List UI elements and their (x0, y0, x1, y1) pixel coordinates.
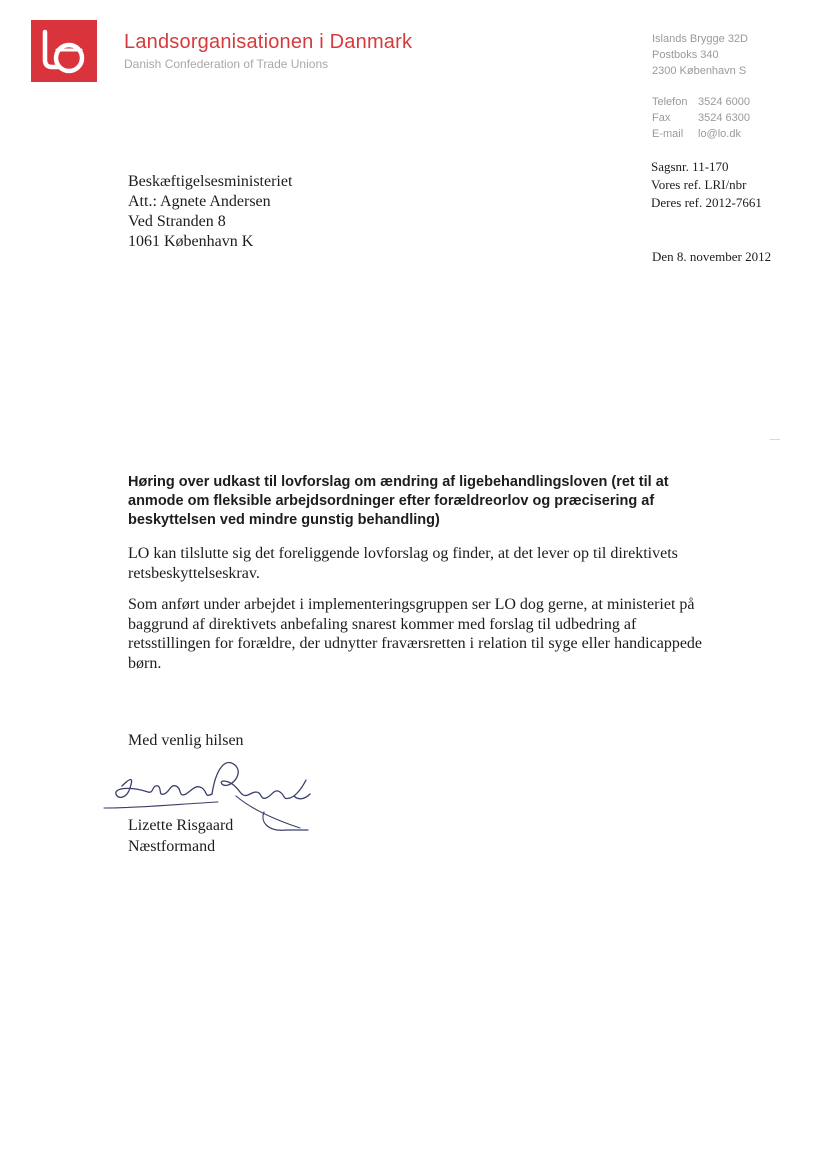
lo-logo (31, 20, 97, 82)
fax-row (652, 110, 750, 126)
email-value: lo@lo.dk (698, 128, 741, 140)
your-reference: Deres ref. 2012-7661 (651, 195, 762, 210)
contact-block (652, 94, 750, 142)
body-paragraph: LO kan tilslutte sig det foreliggende lovforslag og finder, at det lever op til direktivets retsbeskyttelseskrav. (128, 545, 678, 582)
address-line: Islands Brygge 32D (652, 33, 748, 45)
fax-label: Fax (652, 112, 671, 124)
organization-name: Landsorganisationen i Danmark (124, 31, 413, 53)
recipient-address (128, 172, 292, 252)
address-block (652, 31, 748, 79)
lo-logo-mark (31, 20, 97, 82)
signer-name: Lizette Risgaard (128, 817, 234, 834)
letter-date: Den 8. november 2012 (652, 249, 772, 264)
organization-name-english: Danish Confederation of Trade Unions (124, 57, 329, 71)
closing-greeting: Med venlig hilsen (128, 732, 244, 749)
address-line: 2300 København S (652, 65, 747, 77)
phone-label: Telefon (652, 96, 688, 108)
fax-value: 3524 6300 (698, 112, 750, 124)
recipient-line: Beskæftigelsesministeriet (128, 173, 293, 190)
signer-title: Næstformand (128, 838, 216, 855)
email-row (652, 126, 750, 142)
scan-mark (770, 439, 780, 440)
letter-subject: Høring over udkast til lovforslag om ændring af ligebehandlingsloven (ret til at anmode om fleksible arbejdsordninger efter forældreorlov og præcisering af beskyttelsen ved mindre gunstig behandling) (128, 474, 669, 528)
signer-block (128, 815, 233, 857)
recipient-line: 1061 København K (128, 233, 254, 250)
phone-value: 3524 6000 (698, 96, 750, 108)
recipient-line: Ved Stranden 8 (128, 213, 226, 230)
body-paragraph: Som anført under arbejdet i implementeringsgruppen ser LO dog gerne, at ministeriet på baggrund af direktivets anbefaling snarest kommer med forslag til udbedring af retsstillingen for forældre, der udnytter fraværsretten i relation til syge eller handicappede børn. (128, 596, 703, 672)
email-label: E-mail (652, 128, 684, 140)
recipient-line: Att.: Agnete Andersen (128, 193, 271, 210)
our-reference: Vores ref. LRI/nbr (651, 177, 747, 192)
address-line: Postboks 340 (652, 49, 719, 61)
phone-row (652, 94, 750, 110)
reference-block (651, 158, 762, 212)
case-number: Sagsnr. 11-170 (651, 159, 729, 174)
